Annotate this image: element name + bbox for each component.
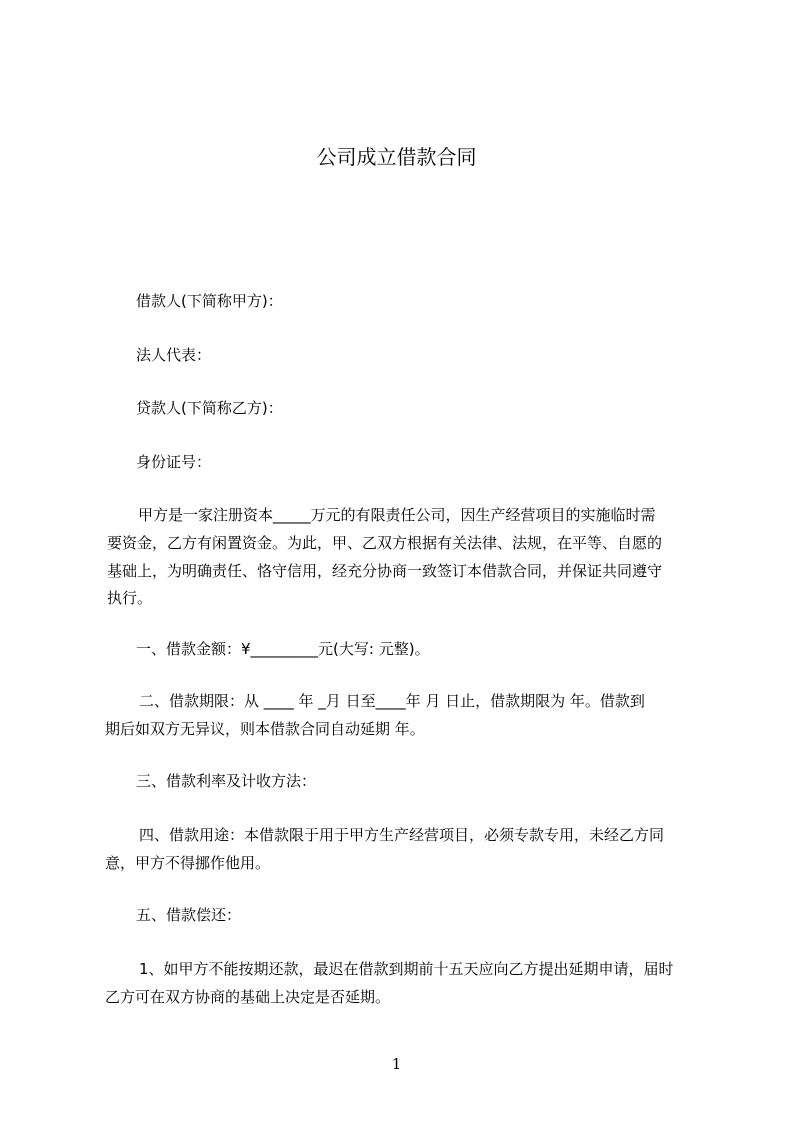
page-number: 1: [391, 1055, 402, 1073]
preamble-line: 基础上，为明确责任、恪守信用，经充分协商一致签订本借款合同，并保证共同遵守: [107, 562, 663, 580]
clause-4-line: 四、借款用途：本借款限于用于甲方生产经营项目，必须专款专用，未经乙方同: [139, 826, 665, 844]
clause-5-1-line: 1、如甲方不能按期还款，最迟在借款到期前十五天应向乙方提出延期申请，届时: [139, 960, 674, 978]
preamble-line: 执行。: [107, 589, 153, 607]
id-number-field: 身份证号：: [136, 453, 212, 471]
clause-1: 一、借款金额：¥_________元(大写: 元整)。: [136, 640, 430, 658]
clause-5: 五、借款偿还：: [136, 906, 242, 924]
clause-2-line: 期后如双方无异议，则本借款合同自动延期 年。: [105, 720, 425, 738]
clause-5-1-line: 乙方可在双方协商的基础上决定是否延期。: [105, 988, 391, 1006]
preamble-line: 要资金，乙方有闲置资金。为此，甲、乙双方根据有关法律、法规，在平等、自愿的: [107, 534, 663, 552]
clause-2-line: 二、借款期限：从 ____ 年 _月 日至____年 月 日止，借款期限为 年。借款到: [139, 692, 645, 710]
preamble-line: 甲方是一家注册资本_____万元的有限责任公司，因生产经营项目的实施临时需: [138, 506, 656, 524]
clause-4-line: 意，甲方不得挪作他用。: [105, 854, 271, 872]
borrower-field: 借款人(下简称甲方)：: [136, 292, 283, 310]
clause-3: 三、借款利率及计收方法：: [136, 772, 317, 790]
legal-rep-field: 法人代表：: [136, 346, 212, 364]
lender-field: 贷款人(下简称乙方)：: [136, 399, 283, 417]
page-title: 公司成立借款合同: [316, 145, 477, 169]
